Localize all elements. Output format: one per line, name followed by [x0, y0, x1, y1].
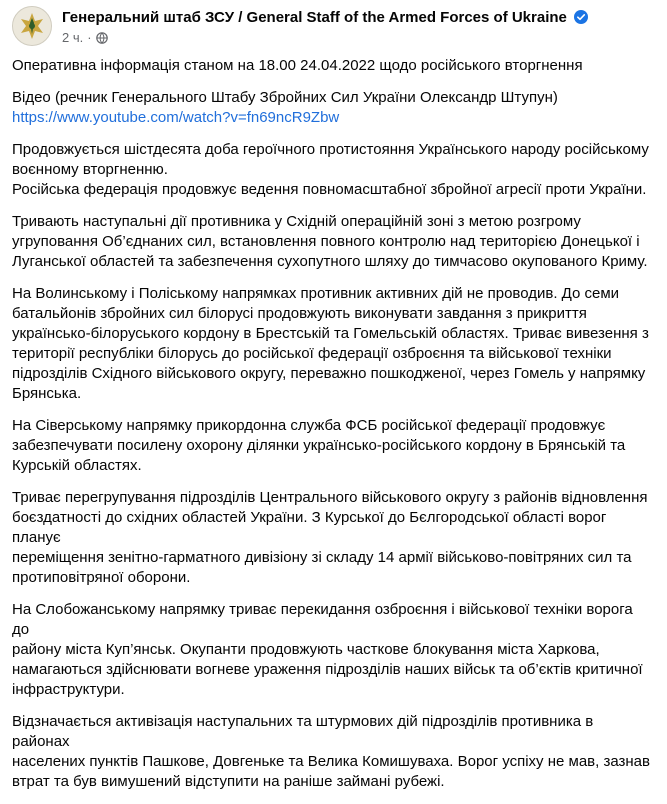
post-paragraph: Оперативна інформація станом на 18.00 24.04.2022 щодо російського вторгнення	[12, 57, 583, 74]
post-body	[12, 56, 652, 804]
post-time[interactable]: 2 ч.	[62, 30, 84, 45]
post-paragraph: На Волинському і Поліському напрямках противник активних дій не проводив. До семи батальйонів збройних сил білорусі продовжують виконувати завдання з прикриття українсько-білоруського кордону в Брестській та Гомельській областях. Триває вивезення з території республіки білорусь до російської федерації озброєння та військової техніки підрозділів Східного військового округу, переважно пошкодженої, через Гомель у напрямку Брянська.	[12, 285, 649, 402]
post-paragraph: Відзначається активізація наступальних та штурмових дій підрозділів противника в районах населених пунктів Пашкове, Довгеньке та Велика Комишуваха. Ворог успіху не мав, зазнав втрат та був вимушений відступити на раніше займані рубежі.	[12, 713, 650, 790]
post-paragraph: На Слобожанському напрямку триває перекидання озброєння і військової техніки ворога до району міста Куп’янськ. Окупанти продовжують часткове блокування міста Харкова, намагаються здійснювати вогневе ураження підрозділів наших військ та об’єктів критичної інфраструктури.	[12, 601, 643, 698]
post-paragraph: Продовжується шістдесята доба героїчного протистояння Українського народу російському воєнному вторгненню. Російська федерація продовжує ведення повномасштабної збройної агресії проти України.	[12, 141, 649, 198]
verified-badge-icon	[574, 10, 588, 28]
post-paragraph: Відео (речник Генерального Штабу Збройних Сил України Олександр Штупун)	[12, 89, 558, 106]
page-name[interactable]	[62, 9, 588, 28]
post-paragraph: Триває перегрупування підрозділів Центрального військового округу з районів відновлення боєздатності до східних областей України. З Курської до Бєлгородської області ворог планує переміщення зенітно-гарматного дивізіону зі складу 14 армії військово-повітряних сил та протиповітряної оборони.	[12, 489, 648, 586]
page-avatar[interactable]	[12, 6, 52, 46]
globe-icon[interactable]	[96, 32, 108, 47]
post-paragraph: На Сіверському напрямку прикордонна служба ФСБ російської федерації продовжує забезпечувати посилену охорону ділянки українсько-російського кордону в Брянській та Курській областях.	[12, 417, 626, 474]
video-link[interactable]: https://www.youtube.com/watch?v=fn69ncR9Zbw	[12, 109, 340, 126]
post-paragraph: Тривають наступальні дії противника у Східній операційній зоні з метою розгрому угруповання Об’єднаних сил, встановлення повного контролю над територією Донецької і Луганської областей та забезпечення сухопутного шляху до тимчасово окупованого Криму.	[12, 213, 648, 270]
post-meta	[62, 30, 108, 47]
post-header	[12, 6, 655, 52]
page-name-text[interactable]: Генеральний штаб ЗСУ / General Staff of the Armed Forces of Ukraine	[62, 9, 567, 26]
meta-separator: ·	[87, 30, 92, 45]
emblem-icon	[13, 7, 51, 45]
